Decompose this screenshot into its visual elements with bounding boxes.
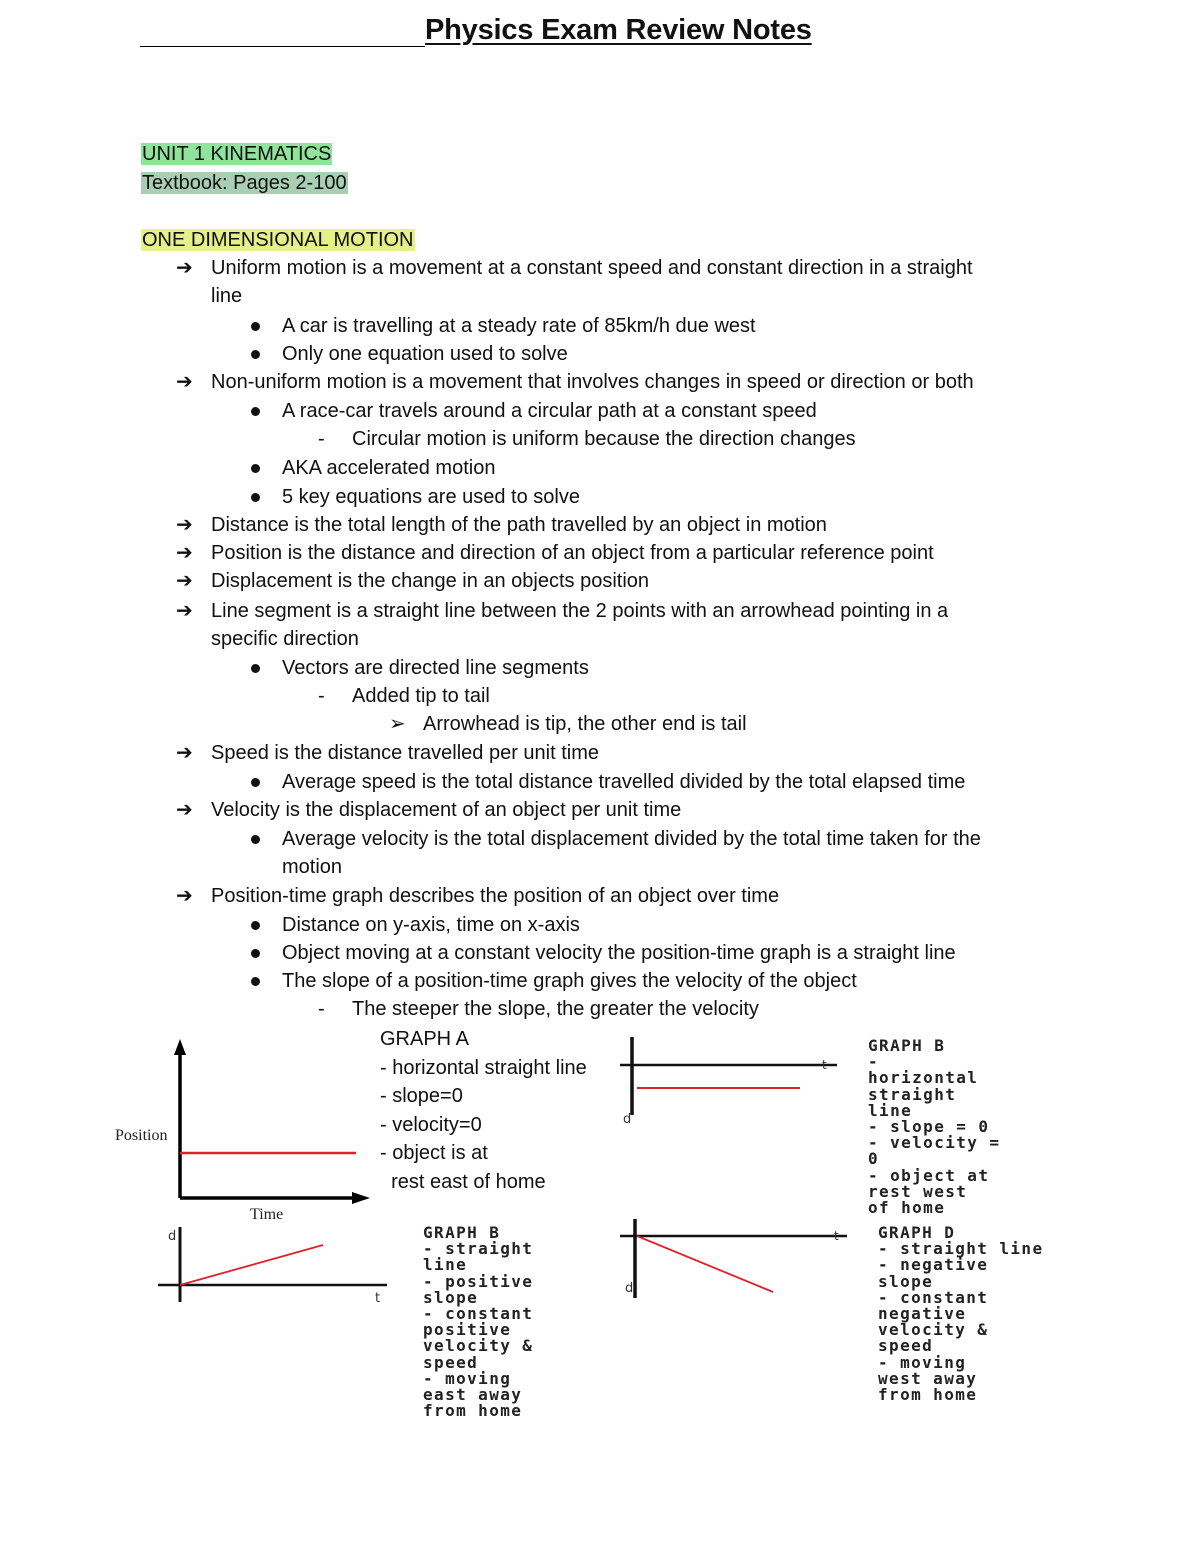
page-title: Physics Exam Review Notes — [425, 14, 812, 46]
graph-c — [155, 1222, 390, 1307]
graph-c-caption: GRAPH B - straight line - positive slope - constant positive velocity & speed - moving east away from home — [423, 1223, 534, 1421]
dash-bullet-icon: - — [318, 428, 325, 450]
graph-a-ylabel: Position — [115, 1127, 168, 1144]
list-item: 5 key equations are used to solve — [282, 486, 580, 508]
list-item: Average speed is the total distance travelled divided by the total elapsed time — [282, 771, 966, 793]
graph-a-xlabel: Time — [250, 1206, 284, 1223]
graph-b-ylabel: d — [623, 1112, 632, 1127]
graph-a — [110, 1035, 375, 1230]
list-item: Uniform motion is a movement at a constant speed and constant direction in a straight — [211, 257, 973, 279]
list-item: Distance on y-axis, time on x-axis — [282, 914, 580, 936]
bullet-icon — [251, 350, 260, 359]
bullet-icon — [251, 835, 260, 844]
graph-c-data-line — [180, 1245, 323, 1285]
list-item: The steeper the slope, the greater the velocity — [352, 998, 759, 1020]
arrow-bullet-icon: ➔ — [176, 514, 193, 536]
arrow-bullet-icon: ➔ — [176, 742, 193, 764]
bullet-icon — [251, 664, 260, 673]
textbook-heading: Textbook: Pages 2-100 — [142, 172, 347, 194]
title-block — [140, 14, 848, 54]
graph-a-y-arrow — [174, 1039, 186, 1055]
list-item: Speed is the distance travelled per unit time — [211, 742, 599, 764]
arrow-bullet-icon: ➔ — [176, 371, 193, 393]
list-item: A car is travelling at a steady rate of 85km/h due west — [282, 315, 756, 337]
list-item: Position is the distance and direction of an object from a particular reference point — [211, 542, 934, 564]
graph-d-xlabel: t — [834, 1229, 839, 1243]
bullet-icon — [251, 464, 260, 473]
list-item: motion — [282, 856, 343, 878]
list-item: A race-car travels around a circular path at a constant speed — [282, 400, 817, 422]
graph-c-ylabel: d — [168, 1229, 177, 1244]
list-item: AKA accelerated motion — [282, 457, 496, 479]
bullet-icon — [251, 949, 260, 958]
graph-b — [615, 1033, 845, 1128]
bullet-icon — [251, 407, 260, 416]
graph-b-xlabel: t — [822, 1058, 827, 1072]
bullet-icon — [251, 493, 260, 502]
dash-bullet-icon: - — [318, 685, 325, 707]
chevron-bullet-icon: ➢ — [389, 713, 406, 735]
arrow-bullet-icon: ➔ — [176, 542, 193, 564]
arrow-bullet-icon: ➔ — [176, 885, 193, 907]
list-item: Arrowhead is tip, the other end is tail — [423, 713, 747, 735]
list-item: specific direction — [211, 628, 359, 650]
bullet-icon — [251, 322, 260, 331]
unit-heading: UNIT 1 KINEMATICS — [142, 143, 332, 165]
list-item: Only one equation used to solve — [282, 343, 568, 365]
list-item: Line segment is a straight line between the 2 points with an arrowhead pointing in a — [211, 600, 949, 622]
arrow-bullet-icon: ➔ — [176, 600, 193, 622]
arrow-bullet-icon: ➔ — [176, 570, 193, 592]
graph-d — [615, 1216, 855, 1306]
list-item: Circular motion is uniform because the direction changes — [352, 428, 856, 450]
list-item: Non-uniform motion is a movement that involves changes in speed or direction or both — [211, 371, 974, 393]
graph-a-x-arrow — [352, 1192, 370, 1204]
list-item: Distance is the total length of the path travelled by an object in motion — [211, 514, 827, 536]
graph-d-caption: GRAPH D - straight line - negative slope - constant negative velocity & speed - moving west away from home — [878, 1223, 1044, 1405]
list-item: Vectors are directed line segments — [282, 657, 589, 679]
graph-d-ylabel: d — [625, 1281, 634, 1296]
section-heading: ONE DIMENSIONAL MOTION — [142, 229, 414, 251]
list-item: Position-time graph describes the position of an object over time — [211, 885, 780, 907]
bullet-icon — [251, 921, 260, 930]
list-item: Displacement is the change in an objects position — [211, 570, 650, 592]
list-item: line — [211, 285, 243, 307]
arrow-bullet-icon: ➔ — [176, 257, 193, 279]
list-item: Object moving at a constant velocity the position-time graph is a straight line — [282, 942, 956, 964]
graph-a-caption: GRAPH A - horizontal straight line - slope=0 - velocity=0 - object is at rest east of home — [380, 1028, 587, 1193]
bullet-icon — [251, 778, 260, 787]
dash-bullet-icon: - — [318, 998, 325, 1020]
list-item: The slope of a position-time graph gives the velocity of the object — [282, 970, 857, 992]
graph-b-caption: GRAPH B - horizontal straight line - slope = 0 - velocity = 0 - object at rest west of home — [868, 1036, 1001, 1218]
title-underline — [140, 46, 425, 47]
list-item: Velocity is the displacement of an object per unit time — [211, 799, 682, 821]
graph-d-data-line — [637, 1236, 773, 1292]
arrow-bullet-icon: ➔ — [176, 799, 193, 821]
list-item: Added tip to tail — [352, 685, 490, 707]
list-item: Average velocity is the total displacement divided by the total time taken for the — [282, 828, 981, 850]
graph-c-xlabel: t — [375, 1291, 381, 1306]
bullet-icon — [251, 977, 260, 986]
